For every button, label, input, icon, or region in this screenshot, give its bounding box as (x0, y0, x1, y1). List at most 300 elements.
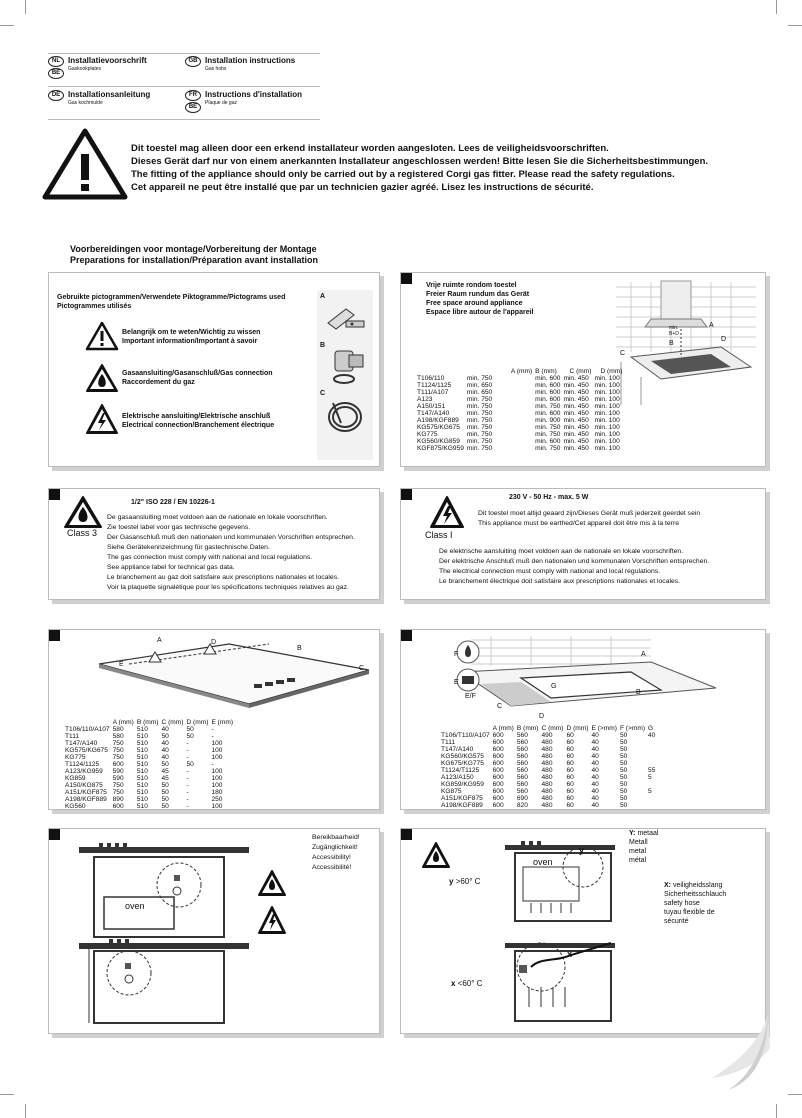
table-cell: 50 (161, 733, 169, 740)
table-cell: 600 (492, 767, 504, 774)
table-cell: - (211, 761, 214, 768)
table-cell: 60 (566, 788, 574, 795)
table-cell: 50 (619, 732, 628, 739)
lang-code: BE (48, 68, 64, 79)
table-row (417, 389, 625, 396)
oven-label: oven (125, 901, 145, 911)
table-cell: 50 (619, 746, 628, 753)
table-cell: - (186, 782, 189, 789)
diagram-label-d: D (721, 336, 727, 343)
warning-line: The fitting of the appliance should only be carried out by a registered Corgi gas fitter. Please read the safety regulations. (131, 169, 675, 180)
table-cell: 60 (566, 767, 574, 774)
table-cell: min. 450 (563, 431, 589, 438)
table-cell: A198/KGF889 (417, 417, 459, 424)
table-cell: 60 (566, 760, 574, 767)
pictogram-electric-text: Elektrische aansluiting/Elektrische anschluß Electrical connection/Branchement électrique (122, 413, 275, 429)
table-cell: 510 (136, 747, 148, 754)
diagram-label-d: D (539, 713, 545, 720)
table-row (417, 417, 625, 424)
part-label-b: B (320, 342, 326, 349)
table-cell: min. 750 (466, 424, 493, 431)
table-cell: 750 (112, 782, 124, 789)
electric-panel (400, 488, 766, 600)
y-marker: y (579, 845, 585, 855)
table-cell: T111 (65, 733, 80, 740)
warning-line: Dit toestel mag alleen door een erkend installateur worden aangesloten. Lees de veiligheidsvoorschriften. (131, 143, 609, 154)
table-cell: min. 600 (535, 375, 561, 382)
lang-code: FR (185, 90, 201, 101)
table-cell: 600 (492, 781, 504, 788)
table-cell: 510 (136, 796, 148, 803)
table-row (65, 761, 236, 768)
table-cell: 40 (591, 767, 599, 774)
table-row (417, 375, 625, 382)
pictogram-info-text: Belangrijk om te weten/Wichtig zu wissen Important information/Important à savoir (122, 329, 261, 345)
table-row (417, 438, 625, 445)
diagram-label-f: F (454, 651, 459, 658)
table-row (417, 396, 625, 403)
table-cell (648, 746, 658, 753)
table-cell: 480 (541, 753, 553, 760)
table-row (441, 739, 658, 746)
gas-title: 1/2" ISO 228 / EN 10226-1 (131, 499, 215, 506)
table-cell: min. 100 (594, 438, 620, 445)
table-cell: 480 (541, 760, 553, 767)
table-cell: 50 (161, 803, 169, 810)
pictograms-heading: Gebruikte pictogrammen/Verwendete Piktogramme/Pictograms used Pictogrammes utilisés (57, 294, 286, 310)
table-cell: A151/KGF875 (441, 795, 483, 802)
lang-de (48, 90, 150, 107)
table-cell: 50 (161, 782, 169, 789)
table-cell: T106/T110/A107 (441, 732, 490, 739)
table-cell: 40 (591, 732, 599, 739)
table-cell: 600 (112, 803, 124, 810)
table-cell: min. 100 (594, 431, 620, 438)
table-row (417, 403, 625, 410)
table-cell: min. 750 (466, 445, 493, 452)
table-cell: 100 (211, 768, 223, 775)
table-cell: 50 (619, 739, 628, 746)
table-cell: 480 (541, 795, 553, 802)
table-cell: KG775 (65, 754, 86, 761)
pictogram-gas-text: Gasaansluiting/Gasanschluß/Gas connection Raccordement du gaz (122, 370, 273, 386)
table-cell: 560 (516, 746, 528, 753)
free-space-diagram (611, 277, 761, 407)
warning-line: Dieses Gerät darf nur von einem anerkannten Installateur angeschlossen werden! Bitte lesen Sie die Sicherheitsbestimmungen. (131, 156, 709, 167)
diagram-label-ef: E/F (465, 693, 476, 700)
section-title: Voorbereidingen voor montage/Vorbereitung der Montage Preparations for installation/Préparation avant installation (70, 244, 319, 265)
table-cell: min. 450 (563, 424, 589, 431)
diagram-label-b: B (669, 340, 674, 347)
lang-code: BE (185, 102, 201, 113)
table-cell: T1124/1125 (65, 761, 100, 768)
table-cell: 5 (648, 774, 652, 781)
gas-flame-icon (85, 363, 119, 393)
table-cell: 60 (566, 732, 574, 739)
table-cell: 480 (541, 746, 553, 753)
table-cell: 40 (591, 802, 599, 809)
table-cell: 100 (211, 747, 223, 754)
table-cell: A150/151 (417, 403, 446, 410)
table-cell: 100 (211, 782, 223, 789)
gas-flame-icon (257, 869, 287, 897)
table-cell: - (186, 747, 189, 754)
table-cell: A198/KGF889 (441, 802, 483, 809)
electric-bolt-icon (429, 495, 465, 529)
diagram-label-a: A (157, 637, 162, 644)
accessibility-panel (48, 828, 380, 1034)
table-cell: 750 (112, 747, 124, 754)
table-cell: - (186, 768, 189, 775)
y-label: y >60° C (449, 877, 481, 886)
table-cell: T106/110 (417, 375, 445, 382)
table-cell: 50 (619, 774, 628, 781)
table-cell: 40 (591, 774, 599, 781)
table-cell: 480 (541, 767, 553, 774)
table-cell: 490 (541, 732, 553, 739)
free-space-table (417, 368, 625, 452)
table-cell: min. 100 (594, 424, 620, 431)
lang-sub: Gaskookplates (68, 66, 102, 72)
table-cell: A123/KG959 (65, 768, 103, 775)
table-cell: A198/KGF889 (65, 796, 107, 803)
table-cell: 40 (648, 732, 656, 739)
table-cell: min. 100 (594, 445, 620, 452)
part-label-a: A (320, 293, 326, 300)
table-cell: 600 (492, 739, 504, 746)
gas-class-label: Class 3 (67, 528, 98, 538)
table-cell: 510 (136, 789, 148, 796)
table-cell: 60 (566, 781, 574, 788)
table-cell: min. 100 (594, 375, 620, 382)
table-row (441, 760, 658, 767)
diagram-label-e: E (454, 679, 459, 686)
table-cell: min. 100 (594, 403, 620, 410)
table-cell: 820 (516, 802, 528, 809)
table-cell: T147/A140 (65, 740, 98, 747)
info-warning-icon (85, 321, 119, 351)
table-cell: 560 (516, 781, 528, 788)
table-cell: 560 (516, 732, 528, 739)
lang-gb (185, 56, 295, 73)
diagram-label-a: A (709, 322, 714, 329)
gas-text: De gasaansluiting moet voldoen aan de nationale en lokale voorschriften. Zie toestel label voor gas technische gegevens. Der Gasanschluß muß den nationalen und kommunalen Vorschriften entsprechen. Siehe Gerätekennzeichnung für gastechnische Daten. The gas connection must comply with national and local regulations. See appliance label for technical gas data. Le branchement au gaz doit satisfaire aux prescriptions nationales et locales. Voir la plaquette signalétique pour les spécifications techniques relatives au gaz. (107, 514, 355, 591)
table-cell: 40 (591, 753, 599, 760)
diagram-label-e: E (119, 661, 124, 668)
table-row (65, 775, 236, 782)
hob-dimensions-table (65, 719, 236, 810)
table-cell: T147/A140 (417, 410, 450, 417)
table-cell: 510 (136, 782, 148, 789)
table-cell: KG875 (441, 788, 462, 795)
hob-icon (456, 668, 480, 692)
free-space-heading: Vrije ruimte rondom toestel Freier Raum rundum das Gerät Free space around appliance Espace libre autour de l'appareil (426, 282, 534, 316)
table-cell: 45 (161, 775, 169, 782)
table-cell: 45 (161, 768, 169, 775)
bracket-icon (324, 299, 370, 331)
table-cell: T1124/1125 (417, 382, 452, 389)
table-cell: 580 (112, 726, 124, 733)
table-cell: min. 600 (535, 382, 561, 389)
table-cell: 750 (112, 789, 124, 796)
table-cell: min. 450 (563, 410, 589, 417)
table-cell: 50 (619, 781, 628, 788)
lang-title: Installatievoorschrift (68, 56, 147, 65)
table-cell: 60 (566, 802, 574, 809)
free-space-panel (400, 272, 766, 467)
table-cell: 510 (136, 754, 148, 761)
table-row (417, 410, 625, 417)
table-cell: KGF875/KG959 (417, 445, 464, 452)
table-row (417, 424, 625, 431)
table-cell: 40 (591, 788, 599, 795)
table-cell: 60 (566, 746, 574, 753)
table-cell: 600 (492, 760, 504, 767)
table-cell: min. 450 (563, 396, 589, 403)
table-cell: 60 (566, 774, 574, 781)
table-row (441, 732, 658, 739)
table-cell: KG675/KG775 (441, 760, 484, 767)
table-cell: 50 (186, 761, 194, 768)
diagram-min-label: min. B+D (669, 325, 679, 337)
table-cell: min. 750 (466, 375, 493, 382)
table-cell: 510 (136, 733, 148, 740)
table-cell: 480 (541, 774, 553, 781)
table-cell: min. 450 (563, 382, 589, 389)
table-cell: 600 (492, 732, 504, 739)
table-row (441, 802, 658, 809)
table-cell: 600 (492, 802, 504, 809)
table-header-row: A (mm) B (mm) C (mm) D (mm) E (mm) (112, 719, 234, 726)
cutout-diagram (451, 632, 721, 720)
table-cell: 480 (541, 781, 553, 788)
table-cell: min. 750 (466, 431, 493, 438)
table-cell (648, 753, 658, 760)
table-cell: 100 (211, 775, 223, 782)
lang-sub: Gas hobs (205, 66, 227, 72)
elbow-fitting-icon (329, 345, 369, 387)
table-cell: min. 750 (535, 431, 561, 438)
diagram-label-b: B (636, 689, 641, 696)
table-cell: A123 (417, 396, 433, 403)
part-label-c: C (320, 390, 326, 397)
table-cell: 510 (136, 768, 148, 775)
electric-bolt-icon (85, 403, 119, 435)
table-cell: min. 600 (535, 389, 561, 396)
table-cell: min. 750 (466, 417, 493, 424)
diagram-label-a: A (641, 651, 646, 658)
table-cell: min. 900 (535, 417, 561, 424)
table-cell: 510 (136, 761, 148, 768)
table-cell: 100 (211, 754, 223, 761)
table-cell: KG575/KG675 (417, 424, 460, 431)
table-cell: 600 (492, 753, 504, 760)
table-cell: 40 (591, 760, 599, 767)
table-row (441, 753, 658, 760)
table-cell: T111/A107 (417, 389, 449, 396)
table-cell: 40 (591, 781, 599, 788)
table-cell: min. 100 (594, 396, 620, 403)
table-cell: 690 (516, 795, 528, 802)
table-cell: 50 (161, 789, 169, 796)
accessibility-text: Bereikbaarheid! Zugänglichkeit! Accessibility! Accessibilité! (312, 834, 360, 871)
lang-code: GB (185, 56, 201, 67)
table-cell: 600 (492, 746, 504, 753)
table-cell: 5 (648, 788, 652, 795)
table-cell: KG859/KG959 (441, 781, 484, 788)
lang-code: DE (48, 90, 64, 101)
table-cell: KG859 (65, 775, 86, 782)
table-cell: min. 650 (466, 382, 493, 389)
table-row (417, 382, 625, 389)
table-cell: min. 750 (466, 410, 493, 417)
table-cell: - (211, 733, 214, 740)
table-row (65, 768, 236, 775)
table-row (65, 726, 236, 733)
table-cell: min. 450 (563, 403, 589, 410)
table-cell: 100 (211, 803, 223, 810)
table-cell: min. 750 (535, 403, 561, 410)
hob-diagram (89, 634, 379, 714)
table-cell: min. 450 (563, 438, 589, 445)
oven-hose-diagram (501, 837, 631, 1027)
table-cell: 40 (161, 726, 169, 733)
pictograms-panel (48, 272, 380, 467)
electric-top-text: Dit toestel moet altijd geaard zijn/Dieses Gerät muß jederzeit geerdet sein This appliance must be earthed/Cet appareil doit être mis à la terre (478, 510, 701, 527)
table-cell: A123/A150 (441, 774, 474, 781)
table-cell: min. 750 (466, 403, 493, 410)
table-cell: - (186, 803, 189, 810)
table-cell: 600 (112, 761, 124, 768)
table-cell: T1124/T1125 (441, 767, 480, 774)
table-cell: 40 (161, 747, 169, 754)
table-row (65, 796, 236, 803)
table-cell: 50 (186, 733, 194, 740)
table-row (441, 795, 658, 802)
table-cell: min. 100 (594, 389, 620, 396)
table-cell: 510 (136, 726, 148, 733)
table-cell: KG575/KG675 (65, 747, 108, 754)
table-cell: KG560/KG859 (417, 438, 460, 445)
table-cell: 600 (492, 788, 504, 795)
table-cell: - (186, 740, 189, 747)
diagram-label-g: G (551, 683, 557, 690)
table-row (65, 747, 236, 754)
table-cell: min. 600 (535, 438, 561, 445)
table-row (441, 788, 658, 795)
warning-triangle-icon (42, 128, 128, 200)
table-cell: T147/A140 (441, 746, 474, 753)
table-cell: - (211, 726, 214, 733)
table-cell: 480 (541, 802, 553, 809)
table-cell: 560 (516, 753, 528, 760)
table-cell: min. 100 (594, 410, 620, 417)
table-cell: 100 (211, 740, 223, 747)
diagram-label-c: C (620, 350, 626, 357)
table-cell: min. 100 (594, 417, 620, 424)
lang-code: NL (48, 56, 64, 67)
table-cell: A151/KGF875 (65, 789, 107, 796)
lang-title: Installation instructions (205, 56, 296, 65)
table-cell: 560 (516, 774, 528, 781)
page-curl-decoration (708, 1012, 774, 1092)
table-cell: 60 (566, 795, 574, 802)
table-cell: KG560/KG575 (441, 753, 484, 760)
table-cell: 50 (619, 788, 628, 795)
table-cell: KG775 (417, 431, 438, 438)
table-cell: KG560 (65, 803, 86, 810)
table-cell: min. 650 (466, 389, 493, 396)
table-cell: T111 (441, 739, 456, 746)
gas-flame-icon (63, 495, 103, 529)
table-cell: min. 450 (563, 389, 589, 396)
table-cell: 480 (541, 739, 553, 746)
electric-title: 230 V - 50 Hz - max. 5 W (509, 494, 589, 501)
table-cell: 600 (492, 774, 504, 781)
safety-warning (131, 142, 791, 194)
table-cell: min. 100 (594, 382, 620, 389)
table-row (441, 774, 658, 781)
table-cell: - (186, 789, 189, 796)
table-cell: 180 (211, 789, 223, 796)
table-cell: 50 (619, 767, 628, 774)
table-row (65, 740, 236, 747)
table-row (441, 746, 658, 753)
cutout-dimensions-table (441, 725, 658, 809)
table-row (65, 782, 236, 789)
table-cell (648, 795, 658, 802)
table-cell: T106/110/A107 (65, 726, 110, 733)
table-cell: 560 (516, 767, 528, 774)
electric-bolt-icon (257, 905, 287, 935)
table-cell: min. 450 (563, 417, 589, 424)
table-cell: 50 (619, 795, 628, 802)
table-cell: 600 (492, 795, 504, 802)
table-cell: 40 (591, 739, 599, 746)
table-row (441, 767, 658, 774)
table-header-row: A (mm) B (mm) C (mm) D (mm) E (>mm) F (>mm) G (492, 725, 654, 732)
table-cell (648, 739, 658, 746)
lang-sub: Plaque de gaz (205, 100, 237, 106)
table-cell: 50 (161, 761, 169, 768)
y-note: Y: metaal Metall metal métal (629, 830, 659, 864)
table-cell: min. 750 (535, 424, 561, 431)
oven-label: oven (533, 857, 553, 867)
table-header-row: A (mm) B (mm) C (mm) D (mm) (510, 368, 623, 375)
table-cell: 55 (648, 767, 656, 774)
table-cell: min. 750 (466, 396, 493, 403)
table-row (65, 789, 236, 796)
lang-sub: Gas kochmulde (68, 100, 103, 106)
table-cell: 750 (112, 740, 124, 747)
table-row (417, 431, 625, 438)
electric-class-label: Class I (425, 530, 453, 540)
lang-title: Instructions d'installation (205, 90, 303, 99)
gas-flame-icon (421, 841, 451, 869)
table-cell: 60 (566, 739, 574, 746)
table-cell: 510 (136, 775, 148, 782)
x-label: x <60° C (451, 979, 483, 988)
table-cell: 890 (112, 796, 124, 803)
safety-hose-panel (400, 828, 766, 1034)
table-cell: 40 (591, 795, 599, 802)
table-cell: 50 (186, 726, 194, 733)
table-cell: 590 (112, 768, 124, 775)
hob-dimensions-panel (48, 629, 380, 810)
electric-text: De elektrische aansluiting moet voldoen aan de nationale en lokale voorschriften. Der elektrische Anschluß muß den nationalen und kommunalen Vorschriften entsprechen. The electrical connection must comply with national and local regulations. Le branchement électrique doit satisfaire aux prescriptions nationales et locales. (439, 548, 710, 585)
gas-panel (48, 488, 380, 600)
table-cell: A150/KG875 (65, 782, 103, 789)
